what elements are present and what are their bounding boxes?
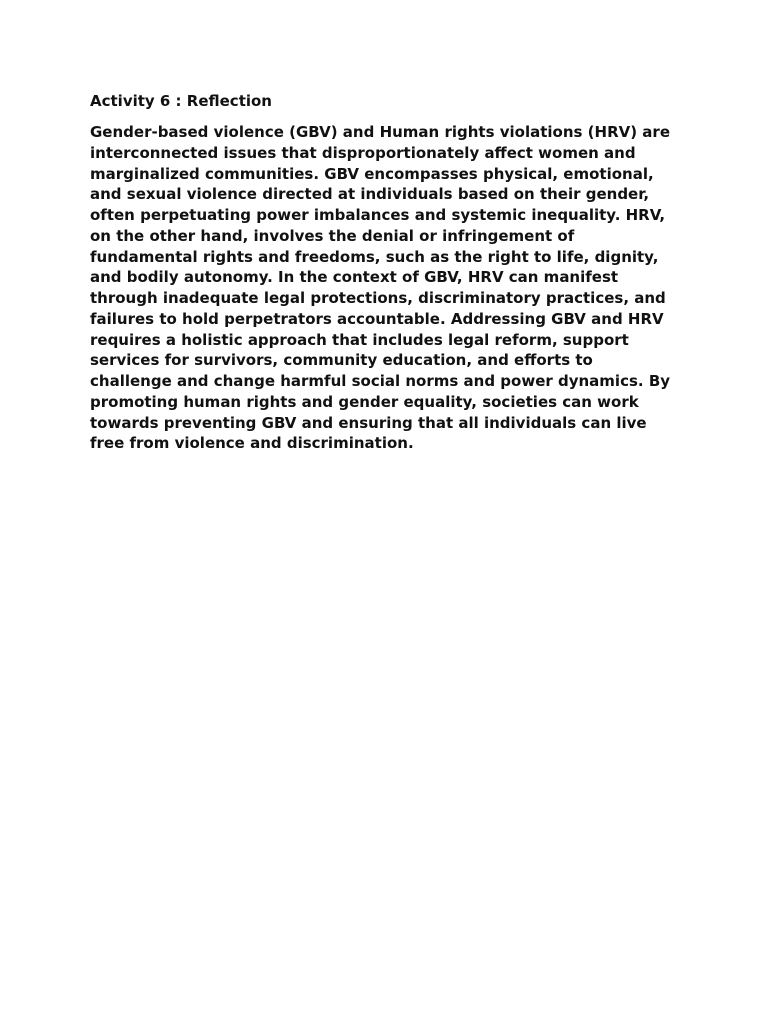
paragraph-line: towards preventing GBV and ensuring that all individuals can live: [90, 413, 647, 432]
paragraph-line: services for survivors, community education, and efforts to: [90, 351, 593, 370]
paragraph-line: on the other hand, involves the denial or infringement of: [90, 226, 575, 245]
activity-heading: Activity 6 : Reflection: [90, 92, 272, 110]
paragraph-line: often perpetuating power imbalances and systemic inequality. HRV,: [90, 206, 666, 224]
paragraph-line: fundamental rights and freedoms, such as the right to life, dignity,: [90, 247, 659, 266]
reflection-paragraph: [90, 122, 690, 454]
paragraph-line: marginalized communities. GBV encompasses physical, emotional,: [90, 164, 654, 183]
document-content: [90, 91, 690, 454]
paragraph-line: challenge and change harmful social norms and power dynamics. By: [90, 372, 671, 390]
paragraph-line: promoting human rights and gender equality, societies can work: [90, 392, 639, 411]
paragraph-line: through inadequate legal protections, discriminatory practices, and: [90, 289, 666, 307]
paragraph-line: and bodily autonomy. In the context of GBV, HRV can manifest: [90, 268, 619, 287]
paragraph-line: free from violence and discrimination.: [90, 434, 414, 453]
paragraph-line: and sexual violence directed at individuals based on their gender,: [90, 185, 650, 204]
paragraph-line: interconnected issues that disproportionately affect women and: [90, 143, 636, 162]
paragraph-line: failures to hold perpetrators accountable. Addressing GBV and HRV: [90, 309, 664, 328]
paragraph-line: requires a holistic approach that includes legal reform, support: [90, 330, 629, 349]
paragraph-line: Gender-based violence (GBV) and Human rights violations (HRV) are: [90, 123, 670, 141]
